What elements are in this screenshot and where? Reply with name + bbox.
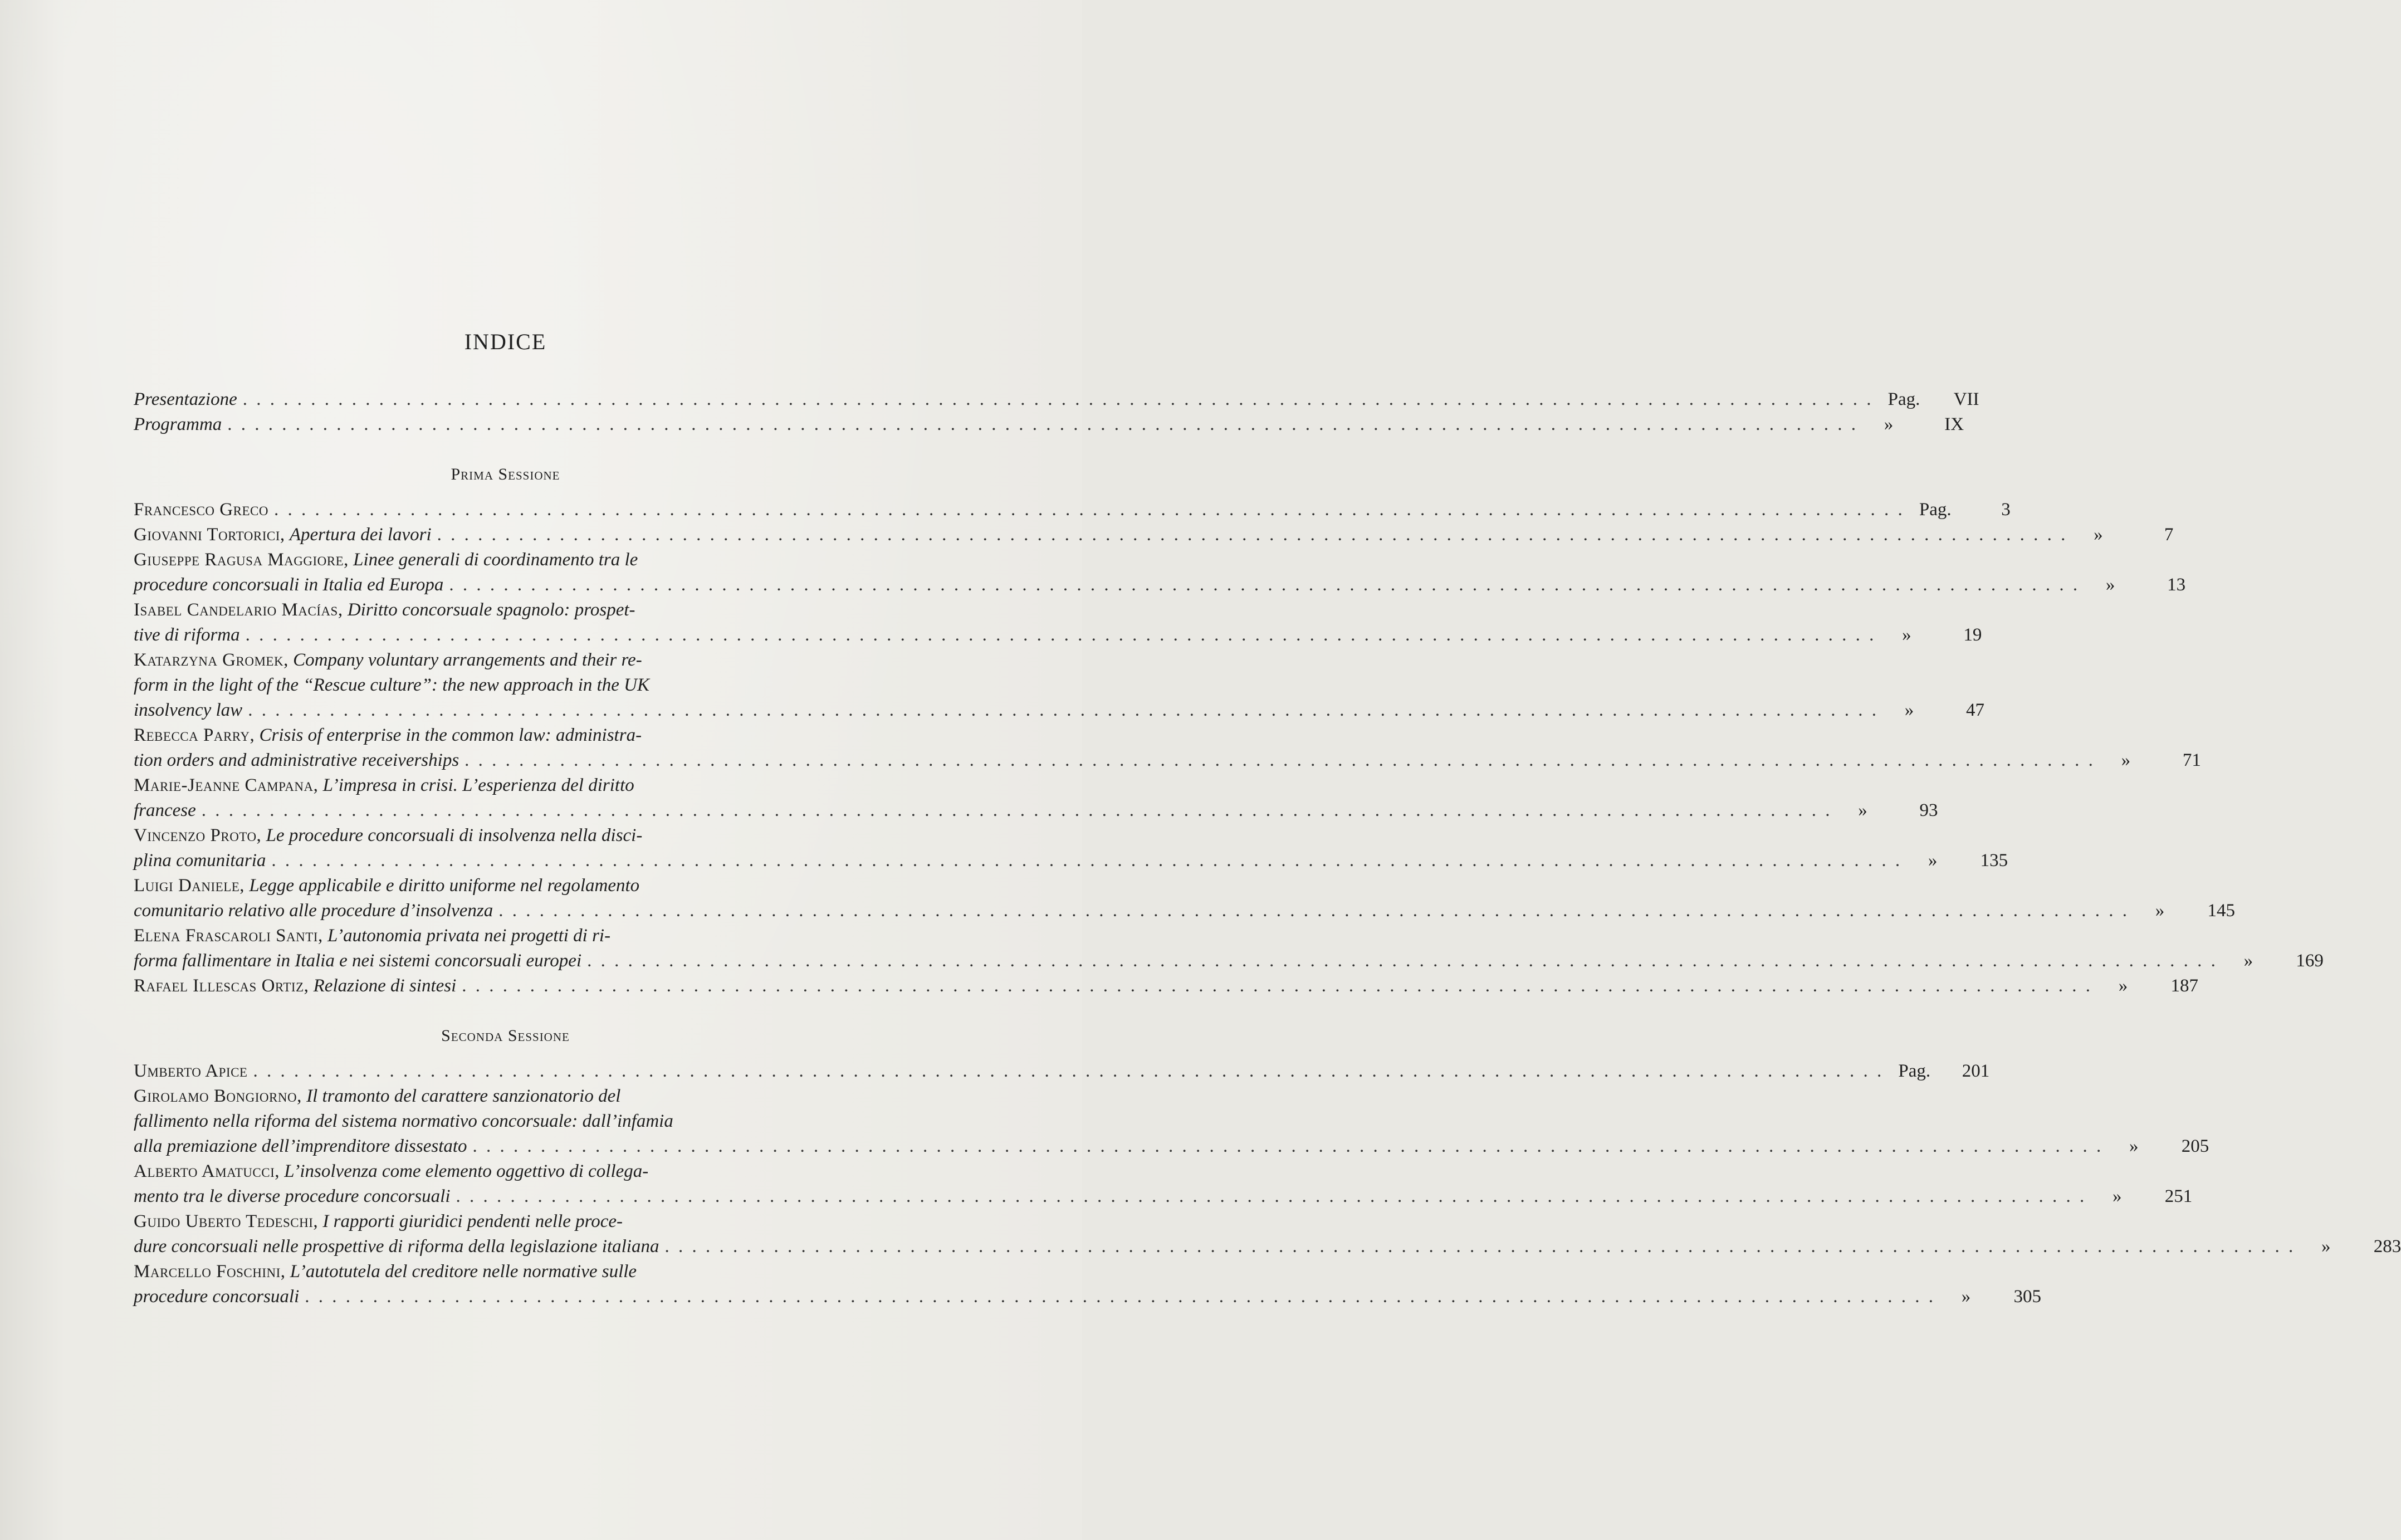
dot-leader: . . . . . . . . . . . . . . . . . . . . . . . . . . . . . . . . . . . . . . . . . . . . . . . . . . . . . . . . . . . . . . . . . . . . . . . . . . . . . . . . . . . . . . . . . . . . . . . . . . . . . . . . . . . . . . . . . . . . . . . . [245, 625, 1876, 645]
entry-title-line: insolvency law [134, 700, 243, 720]
page-number: 71 [2182, 750, 2201, 770]
entry-title-line: forma fallimentare in Italia e nei sistemi concorsuali europei [134, 951, 582, 971]
page-marker: Pag. [1887, 389, 1920, 409]
entry-author: Marie-Jeanne Campana, [134, 775, 319, 795]
toc-entry [134, 974, 2199, 999]
entry-title-line: procedure concorsuali [134, 1287, 300, 1307]
entry-title-line: comunitario relativo alle procedure d’insolvenza [134, 901, 493, 921]
page-marker: » [2105, 575, 2115, 595]
entry-author: Isabel Candelario Macías, [134, 600, 343, 620]
page-marker: » [1928, 850, 1938, 871]
entry-title-line: mento tra le diverse procedure concorsuali [134, 1186, 451, 1206]
page-marker: » [1884, 414, 1894, 434]
entry-title-line: I rapporti giuridici pendenti nelle proce- [322, 1211, 623, 1231]
dot-leader: . . . . . . . . . . . . . . . . . . . . . . . . . . . . . . . . . . . . . . . . . . . . . . . . . . . . . . . . . . . . . . . . . . . . . . . . . . . . . . . . . . . . . . . . . . . . . . . . . . . . . . . . . . . . . . . . . . . . . . . . [253, 1061, 1884, 1081]
toc-text [134, 974, 456, 999]
toc-text [134, 1134, 467, 1159]
entry-title-line: L’autotutela del creditore nelle normative sulle [290, 1262, 637, 1282]
toc-text [134, 522, 432, 547]
dot-leader: . . . . . . . . . . . . . . . . . . . . . . . . . . . . . . . . . . . . . . . . . . . . . . . . . . . . . . . . . . . . . . . . . . . . . . . . . . . . . . . . . . . . . . . . . . . . . . . . . . . . . . . . . . . . . . . . . . . . . . . . [305, 1287, 1935, 1307]
page-marker: » [2121, 750, 2131, 770]
page-number: 201 [1962, 1061, 1990, 1081]
toc-text [134, 387, 237, 412]
entry-author: Giuseppe Ragusa Maggiore, [134, 550, 349, 570]
toc-text [134, 873, 639, 898]
page-marker: » [2321, 1236, 2331, 1257]
page-marker: » [1858, 800, 1867, 820]
dot-leader: . . . . . . . . . . . . . . . . . . . . . . . . . . . . . . . . . . . . . . . . . . . . . . . . . . . . . . . . . . . . . . . . . . . . . . . . . . . . . . . . . . . . . . . . . . . . . . . . . . . . . . . . . . . . . . . . . . . . . . . . [456, 1186, 2087, 1206]
entry-author: Alberto Amatucci, [134, 1161, 280, 1181]
entry-author: Giovanni Tortorici, [134, 525, 285, 545]
entry-title-line: procedure concorsuali in Italia ed Europa [134, 575, 444, 595]
entry-title-line: Apertura dei lavori [289, 525, 432, 545]
page-number: 169 [2296, 951, 2324, 971]
toc-line [134, 898, 2235, 923]
section-title: Prima Sessione [451, 465, 560, 483]
toc-text [134, 1059, 247, 1084]
entry-title-line: francese [134, 800, 196, 820]
dot-leader: . . . . . . . . . . . . . . . . . . . . . . . . . . . . . . . . . . . . . . . . . . . . . . . . . . . . . . . . . . . . . . . . . . . . . . . . . . . . . . . . . . . . . . . . . . . . . . . . . . . . . . . . . . . . . . . . . . . . . . . . [462, 976, 2093, 996]
entry-title-line: Il tramonto del carattere sanzionatorio del [306, 1086, 621, 1106]
toc-line [134, 748, 2201, 773]
toc-text [134, 748, 459, 773]
entry-author: Elena Frascaroli Santi, [134, 926, 323, 946]
toc-line [134, 1184, 2193, 1209]
toc-text [134, 898, 493, 923]
page-number: 205 [2181, 1136, 2209, 1156]
page-number: 13 [2167, 575, 2186, 595]
page-number: 19 [1963, 625, 1982, 645]
page-marker: » [2118, 976, 2128, 996]
toc-line [134, 1259, 877, 1284]
toc-line [134, 1159, 877, 1184]
toc-text [134, 573, 443, 598]
toc-line [134, 698, 1984, 723]
toc-line [134, 773, 877, 798]
toc-line [134, 412, 1964, 437]
page-number: 3 [2001, 500, 2011, 520]
toc-text [134, 1284, 299, 1309]
page-marker: » [1904, 700, 1914, 720]
entry-author: Luigi Daniele, [134, 876, 245, 896]
toc-text [134, 798, 196, 823]
page-number: IX [1944, 414, 1964, 434]
entry-title-line: dure concorsuali nelle prospettive di riforma della legislazione italiana [134, 1236, 659, 1257]
toc-text [134, 723, 642, 748]
entry-title-line: tion orders and administrative receiverships [134, 750, 459, 770]
entry-title-line: fallimento nella riforma del sistema normativo concorsuale: dall’infamia [134, 1111, 673, 1131]
toc-line [134, 873, 877, 898]
dot-leader: . . . . . . . . . . . . . . . . . . . . . . . . . . . . . . . . . . . . . . . . . . . . . . . . . . . . . . . . . . . . . . . . . . . . . . . . . . . . . . . . . . . . . . . . . . . . . . . . . . . . . . . . . . . . . . . . . . . . . . . . [242, 389, 1874, 409]
dot-leader: . . . . . . . . . . . . . . . . . . . . . . . . . . . . . . . . . . . . . . . . . . . . . . . . . . . . . . . . . . . . . . . . . . . . . . . . . . . . . . . . . . . . . . . . . . . . . . . . . . . . . . . . . . . . . . . . . . . . . . . . [472, 1136, 2104, 1156]
entry-title-line: Relazione di sintesi [313, 976, 457, 996]
toc-entry [134, 723, 2201, 773]
toc-entry [134, 522, 2174, 547]
dot-leader: . . . . . . . . . . . . . . . . . . . . . . . . . . . . . . . . . . . . . . . . . . . . . . . . . . . . . . . . . . . . . . . . . . . . . . . . . . . . . . . . . . . . . . . . . . . . . . . . . . . . . . . . . . . . . . . . . . . . . . . . [587, 951, 2218, 971]
page-number: 135 [1980, 850, 2008, 871]
page-marker: » [2113, 1186, 2122, 1206]
page-marker: » [2129, 1136, 2139, 1156]
toc-line [134, 949, 2324, 974]
toc-line [134, 573, 2186, 598]
dot-leader: . . . . . . . . . . . . . . . . . . . . . . . . . . . . . . . . . . . . . . . . . . . . . . . . . . . . . . . . . . . . . . . . . . . . . . . . . . . . . . . . . . . . . . . . . . . . . . . . . . . . . . . . . . . . . . . . . . . . . . . . [227, 414, 1859, 434]
toc-text [134, 623, 240, 648]
entry-title-line: tive di riforma [134, 625, 240, 645]
table-of-contents [134, 329, 2401, 1309]
toc-line [134, 522, 2174, 547]
toc-entry [134, 1159, 2193, 1209]
toc-line [134, 547, 877, 573]
toc-line [134, 798, 1938, 823]
dot-leader: . . . . . . . . . . . . . . . . . . . . . . . . . . . . . . . . . . . . . . . . . . . . . . . . . . . . . . . . . . . . . . . . . . . . . . . . . . . . . . . . . . . . . . . . . . . . . . . . . . . . . . . . . . . . . . . . . . . . . . . . [664, 1236, 2296, 1257]
page-number: 283 [2373, 1236, 2401, 1257]
toc-entry [134, 648, 1984, 723]
toc-entry [134, 923, 2324, 974]
toc-line [134, 497, 2011, 522]
entry-title: Presentazione [134, 389, 237, 409]
toc-entry [134, 873, 2235, 923]
page-number: 251 [2164, 1186, 2193, 1206]
page-number: 305 [2013, 1287, 2041, 1307]
toc-entry [134, 1059, 1990, 1084]
toc-text [134, 673, 649, 698]
page-number: 93 [1919, 800, 1938, 820]
toc-text [134, 648, 642, 673]
toc-entry [134, 598, 1982, 648]
toc-line [134, 1234, 2401, 1259]
toc-text [134, 497, 268, 522]
page-marker: » [1902, 625, 1911, 645]
toc-line [134, 648, 877, 673]
toc-text [134, 848, 266, 873]
toc-line [134, 1084, 877, 1109]
entry-author: Francesco Greco [134, 500, 268, 520]
dot-leader: . . . . . . . . . . . . . . . . . . . . . . . . . . . . . . . . . . . . . . . . . . . . . . . . . . . . . . . . . . . . . . . . . . . . . . . . . . . . . . . . . . . . . . . . . . . . . . . . . . . . . . . . . . . . . . . . . . . . . . . . [449, 575, 2080, 595]
toc-entry [134, 1084, 2209, 1159]
toc-entry [134, 773, 1938, 823]
toc-line [134, 823, 877, 848]
dot-leader: . . . . . . . . . . . . . . . . . . . . . . . . . . . . . . . . . . . . . . . . . . . . . . . . . . . . . . . . . . . . . . . . . . . . . . . . . . . . . . . . . . . . . . . . . . . . . . . . . . . . . . . . . . . . . . . . . . . . . . . . [437, 525, 2068, 545]
toc-text [134, 1084, 620, 1109]
toc-line [134, 974, 2199, 999]
entry-author: Katarzyna Gromek, [134, 650, 288, 670]
dot-leader: . . . . . . . . . . . . . . . . . . . . . . . . . . . . . . . . . . . . . . . . . . . . . . . . . . . . . . . . . . . . . . . . . . . . . . . . . . . . . . . . . . . . . . . . . . . . . . . . . . . . . . . . . . . . . . . . . . . . . . . . [273, 500, 1905, 520]
section-title: Seconda Sessione [441, 1026, 570, 1045]
entry-author: Girolamo Bongiorno, [134, 1086, 302, 1106]
page-title: INDICE [464, 329, 547, 354]
toc-line [134, 387, 1979, 412]
dot-leader: . . . . . . . . . . . . . . . . . . . . . . . . . . . . . . . . . . . . . . . . . . . . . . . . . . . . . . . . . . . . . . . . . . . . . . . . . . . . . . . . . . . . . . . . . . . . . . . . . . . . . . . . . . . . . . . . . . . . . . . . [248, 700, 1879, 720]
toc-line [134, 1059, 1990, 1084]
page-number: VII [1953, 389, 1979, 409]
dot-leader: . . . . . . . . . . . . . . . . . . . . . . . . . . . . . . . . . . . . . . . . . . . . . . . . . . . . . . . . . . . . . . . . . . . . . . . . . . . . . . . . . . . . . . . . . . . . . . . . . . . . . . . . . . . . . . . . . . . . . . . . [201, 800, 1832, 820]
toc-text [134, 773, 634, 798]
entry-title-line: L’autonomia privata nei progetti di ri- [327, 926, 611, 946]
entry-title-line: form in the light of the “Rescue culture”: the new approach in the UK [134, 675, 650, 695]
dot-leader: . . . . . . . . . . . . . . . . . . . . . . . . . . . . . . . . . . . . . . . . . . . . . . . . . . . . . . . . . . . . . . . . . . . . . . . . . . . . . . . . . . . . . . . . . . . . . . . . . . . . . . . . . . . . . . . . . . . . . . . . [271, 850, 1903, 871]
toc-line [134, 1109, 877, 1134]
toc-text [134, 1109, 673, 1134]
toc-entry [134, 1259, 2041, 1309]
toc-line [134, 1209, 877, 1234]
toc-text [134, 1184, 451, 1209]
page-marker: » [2243, 951, 2253, 971]
entry-author: Marcello Foschini, [134, 1262, 286, 1282]
toc-text [134, 598, 635, 623]
toc-entry [134, 387, 1979, 412]
toc-entry [134, 547, 2186, 598]
entry-title-line: Diritto concorsuale spagnolo: prospet- [347, 600, 635, 620]
entry-title-line: Crisis of enterprise in the common law: administra- [259, 725, 642, 745]
page-marker: » [2155, 901, 2165, 921]
front-matter-list [134, 387, 1979, 437]
entry-title-line: Le procedure concorsuali di insolvenza nella disci- [266, 825, 643, 845]
toc-text [134, 923, 610, 949]
toc-entry [134, 823, 2008, 873]
page-marker: Pag. [1898, 1061, 1931, 1081]
dot-leader: . . . . . . . . . . . . . . . . . . . . . . . . . . . . . . . . . . . . . . . . . . . . . . . . . . . . . . . . . . . . . . . . . . . . . . . . . . . . . . . . . . . . . . . . . . . . . . . . . . . . . . . . . . . . . . . . . . . . . . . . [464, 750, 2095, 770]
toc-entry [134, 412, 1964, 437]
entry-title-line: L’impresa in crisi. L’esperienza del diritto [322, 775, 634, 795]
entry-title-line: Company voluntary arrangements and their re- [293, 650, 642, 670]
toc-text [134, 1234, 659, 1259]
entry-author: Vincenzo Proto, [134, 825, 262, 845]
page-marker: » [1961, 1287, 1971, 1307]
toc-line [134, 598, 877, 623]
sessions-list [134, 465, 2401, 1309]
page-number: 187 [2170, 976, 2199, 996]
dot-leader: . . . . . . . . . . . . . . . . . . . . . . . . . . . . . . . . . . . . . . . . . . . . . . . . . . . . . . . . . . . . . . . . . . . . . . . . . . . . . . . . . . . . . . . . . . . . . . . . . . . . . . . . . . . . . . . . . . . . . . . . [498, 901, 2129, 921]
entry-author: Umberto Apice [134, 1061, 248, 1081]
toc-line [134, 1284, 2041, 1309]
entry-author: Guido Uberto Tedeschi, [134, 1211, 319, 1231]
toc-line [134, 1134, 2209, 1159]
page-number: 47 [1965, 700, 1984, 720]
page-marker: » [2094, 525, 2103, 545]
entry-title: Programma [134, 414, 222, 434]
page-marker: Pag. [1919, 500, 1952, 520]
toc-line [134, 848, 2008, 873]
entry-title-line: Linee generali di coordinamento tra le [353, 550, 638, 570]
toc-line [134, 723, 877, 748]
toc-text [134, 547, 638, 573]
toc-text [134, 823, 642, 848]
entry-author: Rafael Illescas Ortiz, [134, 976, 309, 996]
toc-line [134, 623, 1982, 648]
entry-author: Rebecca Parry, [134, 725, 255, 745]
toc-line [134, 923, 877, 949]
toc-entry [134, 1209, 2401, 1259]
entry-title-line: Legge applicabile e diritto uniforme nel regolamento [249, 876, 640, 896]
toc-entry [134, 497, 2011, 522]
toc-line [134, 673, 877, 698]
entry-title-line: L’insolvenza come elemento oggettivo di collega- [284, 1161, 649, 1181]
page-number: 7 [2164, 525, 2174, 545]
toc-text [134, 412, 222, 437]
entry-title-line: alla premiazione dell’imprenditore dissestato [134, 1136, 467, 1156]
toc-text [134, 698, 242, 723]
entry-title-line: plina comunitaria [134, 850, 266, 871]
toc-text [134, 1259, 637, 1284]
toc-text [134, 949, 581, 974]
toc-text [134, 1209, 623, 1234]
page-number: 145 [2207, 901, 2235, 921]
toc-text [134, 1159, 648, 1184]
